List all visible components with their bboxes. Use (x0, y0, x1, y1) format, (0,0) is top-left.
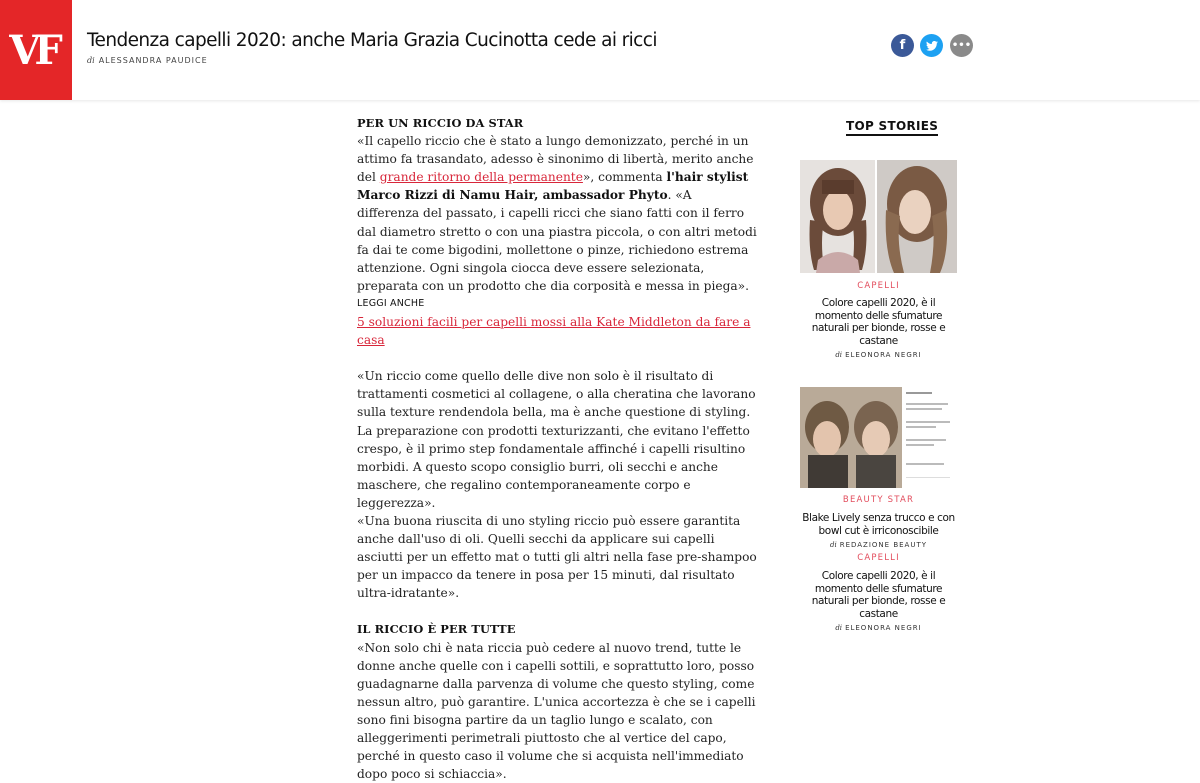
article-body (357, 114, 757, 783)
story-author (800, 624, 957, 632)
article-byline (87, 56, 208, 65)
story-author (800, 351, 957, 359)
story-category[interactable]: CAPELLI (857, 281, 900, 291)
more-icon[interactable]: ••• (950, 34, 973, 57)
site-header (0, 0, 1200, 100)
author-name: REDAZIONE BEAUTY (839, 541, 928, 549)
story-author (800, 541, 957, 549)
author-name: ELEONORA NEGRI (845, 624, 922, 632)
facebook-icon[interactable]: f (891, 34, 914, 57)
story-image[interactable] (800, 387, 957, 488)
story-category[interactable]: BEAUTY STAR (842, 495, 915, 505)
story-category[interactable]: CAPELLI (857, 553, 900, 563)
section-heading: IL RICCIO È PER TUTTE (357, 622, 516, 637)
paragraph-text: «Il capello riccio che è stato a lungo demonizzato, perché in un attimo fa trasandato, adesso è sinonimo di libertà, merito anche del (357, 134, 754, 185)
twitter-bird-icon (926, 41, 938, 51)
related-article-link[interactable]: 5 soluzioni facili per capelli mossi alla Kate Middleton da fare a casa (357, 315, 751, 348)
permanente-link[interactable]: grande ritorno della permanente (379, 170, 583, 185)
paragraph-text: . «A differenza del passato, i capelli ricci che siano fatti con il ferro dal diametro stretto o con una piastra piccola, o con altri metodi fa dai te come bigodini, mollettone o pinze, richiedono estrema attenzione. Ogni singola ciocca deve essere selezionata, preparata con un prodotto che dia corposità e messa in piega». (357, 188, 757, 293)
article-title: Tendenza capelli 2020: anche Maria Grazia Cucinotta cede ai ricci (87, 30, 657, 51)
paragraph (357, 132, 757, 295)
story-title[interactable]: Colore capelli 2020, è il momento delle sfumature naturali per bionde, rosse e castane (811, 570, 946, 620)
byline-prefix: di (829, 541, 837, 549)
section-heading: PER UN RICCIO DA STAR (357, 116, 524, 130)
top-stories-heading: TOP STORIES (846, 119, 938, 136)
byline-prefix: di (835, 351, 843, 359)
paragraph-text: », commenta (582, 170, 667, 185)
paragraph: «Un riccio come quello delle dive non solo è il risultato di trattamenti cosmetici al collagene, o alla cheratina che lavorano sulla texture rendendola bella, ma è anche questione di styling. La preparazione con prodotti texturizzanti, che evitano l'effetto crespo, è il primo step fondamentale affinché i capelli risultino morbidi. A questo scopo consiglio burri, oli secchi e anche maschere, che regalino contemporaneamente corpo e leggerezza». (357, 369, 756, 510)
blake-lively-image (800, 387, 957, 488)
byline-prefix: di (87, 56, 95, 65)
paragraph: «Una buona riuscita di uno styling riccio può essere garantita anche dall'uso di oli. Quelli secchi da applicare sui capelli asciutti per un effetto mat o tutti gli altri nella fase pre-shampoo per un impacco da tenere in posa per 15 minuti, dal risultato ultra-idratante». (357, 513, 757, 601)
story-title[interactable]: Colore capelli 2020, è il momento delle sfumature naturali per bionde, rosse e castane (811, 297, 946, 347)
bold-text: l'hair stylist Marco Rizzi di Namu Hair, ambassador Phyto (357, 170, 749, 203)
author-name: ELEONORA NEGRI (845, 351, 922, 359)
vf-logo[interactable]: VF (0, 0, 72, 100)
leggi-anche-label: LEGGI ANCHE (357, 297, 425, 309)
hair-portraits-image (800, 160, 957, 273)
twitter-icon[interactable] (920, 34, 943, 57)
story-image[interactable] (800, 160, 957, 273)
article-author[interactable]: ALESSANDRA PAUDICE (98, 56, 208, 65)
byline-prefix: di (835, 624, 843, 632)
story-title[interactable]: Blake Lively senza trucco e con bowl cut è irriconoscibile (802, 512, 955, 537)
paragraph: «Non solo chi è nata riccia può cedere al nuovo trend, tutte le donne anche quelle con i capelli sottili, e soprattutto loro, posso guadagnarne dalla parvenza di volume che questo styling, come nessun altro, può garantire. L'unica accortezza è che se i capelli sono fini bisogna partire da un taglio lungo e scalato, con alleggerimenti perimetrali piuttosto che al vertice del capo, perché in questo caso il volume che si acquista nell'immediato dopo poco si schiaccia». (357, 640, 756, 782)
